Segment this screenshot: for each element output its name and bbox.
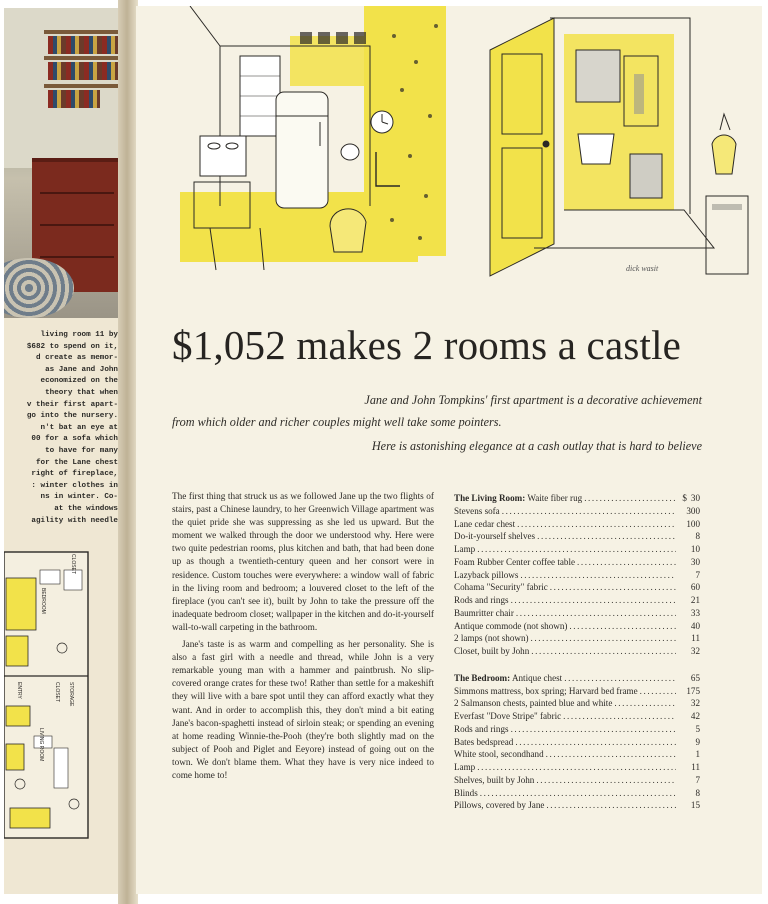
cost-item-price: 65 bbox=[690, 672, 700, 683]
kitchen-illustration bbox=[180, 6, 446, 274]
subhead-line-2: from which older and richer couples might well take some pointers. bbox=[172, 415, 502, 429]
leader-dots bbox=[640, 685, 676, 698]
article-page bbox=[136, 6, 762, 894]
cost-item-price: 175 bbox=[686, 685, 700, 696]
cost-item-label: Rods and rings bbox=[454, 723, 509, 734]
leader-dots bbox=[614, 697, 676, 710]
leader-dots bbox=[480, 787, 676, 800]
page-title: $1,052 makes 2 rooms a castle bbox=[172, 322, 682, 368]
cost-item bbox=[454, 799, 700, 812]
cost-item-label: Everfast "Dove Stripe" fabric bbox=[454, 711, 562, 721]
cost-item-price: 33 bbox=[690, 607, 700, 618]
leader-dots bbox=[577, 556, 676, 569]
cost-item-price: 1 bbox=[695, 749, 700, 760]
cost-item-label: Rods and rings bbox=[454, 595, 509, 605]
cost-item-label: Cohama "Security" fabric bbox=[454, 582, 548, 593]
currency-symbol: $ bbox=[682, 493, 687, 503]
leader-dots bbox=[563, 710, 676, 723]
cost-item-price: 15 bbox=[690, 800, 700, 811]
bedroom-doorway-illustration bbox=[454, 14, 754, 286]
cost-item bbox=[454, 710, 700, 723]
floorplan-label-closet-mid: CLOSET bbox=[54, 682, 60, 703]
cost-item bbox=[454, 543, 700, 556]
subhead-line-3: Here is astonishing elegance at a cash outlay that is hard to believe bbox=[371, 439, 702, 453]
leader-dots bbox=[520, 569, 676, 582]
article-body bbox=[172, 491, 434, 787]
cost-item bbox=[454, 748, 700, 761]
cost-item-label: Do-it-yourself shelves bbox=[454, 531, 536, 542]
cost-item-label: Baumritter chair bbox=[454, 607, 514, 618]
cost-item-label: Lazyback pillows bbox=[454, 569, 519, 580]
illustrator-signature: dick wasit bbox=[626, 264, 659, 273]
left-page-text: living room 11 by $682 to spend on it, d create as memor- as Jane and John economized on the theory that when v their first apart- go into the nursery. n't bat an eye at 00 for a sofa which to have for many for the Lane chest right of fireplace, : winter clothes in ns in winter. Co- at the windows agility with needle bbox=[26, 331, 118, 525]
cost-item-label: Closet, built by John bbox=[454, 646, 530, 656]
leader-dots bbox=[477, 761, 676, 774]
cost-breakdown bbox=[454, 492, 700, 826]
cost-item bbox=[454, 620, 700, 633]
leader-dots bbox=[584, 492, 676, 505]
leader-dots bbox=[550, 581, 676, 594]
leader-dots bbox=[546, 799, 676, 812]
cost-item-label: Lamp bbox=[454, 762, 476, 772]
cost-item bbox=[454, 645, 700, 658]
leader-dots bbox=[517, 518, 676, 531]
left-facing-page bbox=[4, 8, 122, 894]
floorplan-label-storage: STORAGE bbox=[68, 682, 74, 707]
subheading bbox=[172, 389, 702, 457]
cost-item-price: 32 bbox=[690, 698, 700, 709]
cost-item-label: Bates bedspread bbox=[454, 736, 514, 747]
cost-item-price: 40 bbox=[690, 620, 700, 631]
floorplan-label-bedroom: BEDROOM bbox=[40, 588, 46, 614]
cost-item bbox=[454, 761, 700, 774]
cost-item bbox=[454, 594, 700, 607]
cost-item-price: 21 bbox=[690, 595, 700, 605]
cost-item-price: 8 bbox=[695, 531, 700, 542]
cost-item bbox=[454, 530, 700, 543]
leader-dots bbox=[537, 530, 676, 543]
leader-dots bbox=[511, 723, 676, 736]
cost-item-label: Shelves, built by John bbox=[454, 774, 535, 785]
cost-item-price: 300 bbox=[686, 505, 700, 516]
cost-item-label: Foam Rubber Center coffee table bbox=[454, 556, 576, 567]
cost-item-price: 7 bbox=[695, 569, 700, 580]
cost-item-price: 30 bbox=[690, 556, 700, 567]
cost-item-label: Simmons mattress, box spring; Harvard bed frame bbox=[454, 685, 638, 696]
cost-item-price: 5 bbox=[695, 723, 700, 734]
cost-item-label: Stevens sofa bbox=[454, 505, 500, 516]
living-room-photo bbox=[4, 8, 122, 318]
leader-dots bbox=[564, 672, 676, 685]
leader-dots bbox=[502, 505, 676, 518]
living-room-costs bbox=[454, 492, 700, 658]
cost-item bbox=[454, 492, 700, 505]
leader-dots bbox=[477, 543, 676, 556]
floorplan-label-closet-top: CLOSET bbox=[70, 554, 76, 575]
cost-item bbox=[454, 723, 700, 736]
cost-item bbox=[454, 607, 700, 620]
cost-item bbox=[454, 736, 700, 749]
cost-item-label: White stool, secondhand bbox=[454, 749, 544, 760]
leader-dots bbox=[536, 774, 676, 787]
leader-dots bbox=[531, 632, 676, 645]
cost-item bbox=[454, 632, 700, 645]
leader-dots bbox=[546, 748, 676, 761]
cost-item-price: 10 bbox=[690, 544, 700, 554]
cost-item-price: 60 bbox=[690, 582, 700, 593]
leader-dots bbox=[511, 594, 676, 607]
leader-dots bbox=[569, 620, 676, 633]
bedroom-costs bbox=[454, 672, 700, 812]
room-title: The Living Room: bbox=[454, 493, 526, 503]
cost-item bbox=[454, 505, 700, 518]
cost-item bbox=[454, 672, 700, 685]
cost-item bbox=[454, 569, 700, 582]
floor-plan-diagram bbox=[4, 548, 122, 842]
cost-item-label: Pillows, covered by Jane bbox=[454, 800, 545, 811]
leader-dots bbox=[531, 645, 676, 658]
cost-item-price: 32 bbox=[690, 646, 700, 656]
leader-dots bbox=[516, 607, 676, 620]
cost-item-price: 8 bbox=[695, 787, 700, 798]
cost-item bbox=[454, 518, 700, 531]
cost-item-label: Lamp bbox=[454, 544, 476, 554]
cost-item-price: 9 bbox=[695, 736, 700, 747]
cost-item-price: $ 30 bbox=[682, 493, 700, 503]
cost-item-label: Antique commode (not shown) bbox=[454, 620, 568, 631]
page-gutter bbox=[118, 0, 138, 904]
cost-item bbox=[454, 581, 700, 594]
cost-item-price: 7 bbox=[695, 774, 700, 785]
cost-item-label: Blinds bbox=[454, 787, 478, 798]
floorplan-label-living-room: LIVING ROOM bbox=[38, 728, 44, 762]
room-title: The Bedroom: bbox=[454, 672, 511, 683]
cost-item bbox=[454, 685, 700, 698]
cost-item-label: 2 lamps (not shown) bbox=[454, 633, 529, 644]
cost-item-price: 11 bbox=[691, 633, 700, 644]
floorplan-label-entry: ENTRY bbox=[16, 682, 22, 699]
cost-item bbox=[454, 787, 700, 800]
subhead-line-1: Jane and John Tompkins' first apartment is a decorative achievement bbox=[364, 393, 702, 407]
cost-item-label: The Living Room: Waite fiber rug bbox=[454, 493, 583, 503]
cost-item bbox=[454, 556, 700, 569]
article-paragraph: Jane's taste is as warm and compelling as her personality. She is also a fast girl with a needle and thread, while John is a very remarkable young man with a hammer and paintbrush. No slip-covered orange crates for these two! Rather than settle for a makeshift they will live with a bare spot until they can afford exactly what they want. And in order to accomplish this, they don't mind a bit eating Jane's bacon-spaghetti instead of sirloin steak; or spending an evening at home reading Winnie-the-Pooh (they're both slightly mad on the subject of Pooh and Piglet and Eeyore) instead of going out on the town. We don't blame them. What they have is very nice indeed to come home to! bbox=[172, 640, 434, 781]
leader-dots bbox=[515, 736, 676, 749]
cost-item-price: 100 bbox=[686, 518, 700, 529]
cost-item-label: 2 Salmanson chests, painted blue and white bbox=[454, 698, 613, 709]
cost-item bbox=[454, 697, 700, 710]
cost-item-price: 42 bbox=[690, 711, 700, 721]
cost-item-label: Lane cedar chest bbox=[454, 518, 516, 529]
cost-item-label: The Bedroom: Antique chest bbox=[454, 672, 563, 683]
cost-item bbox=[454, 774, 700, 787]
article-paragraph: The first thing that struck us as we followed Jane up the two flights of stairs, past a Chinese laundry, to her Greenwich Village apartment was the quiet pride she was suppressing as she led us upward. But the moment we walked through the door we understood why. Here were two quite pedestrian rooms, plus kitchen and bath, that had been done up as though a twentieth-century queen and her consort were in residence. Custom touches were everywhere: a window wall of fabric in the living room and bedroom; a louvered closet to the left of the fireplace (you can't see it), built by John to take the pressure off the inadequate bedroom closet; wallpaper in the kitchen and do-it-yourself wall-to-wall carpeting in the bathroom. bbox=[172, 492, 434, 633]
cost-item-price: 11 bbox=[691, 762, 700, 772]
